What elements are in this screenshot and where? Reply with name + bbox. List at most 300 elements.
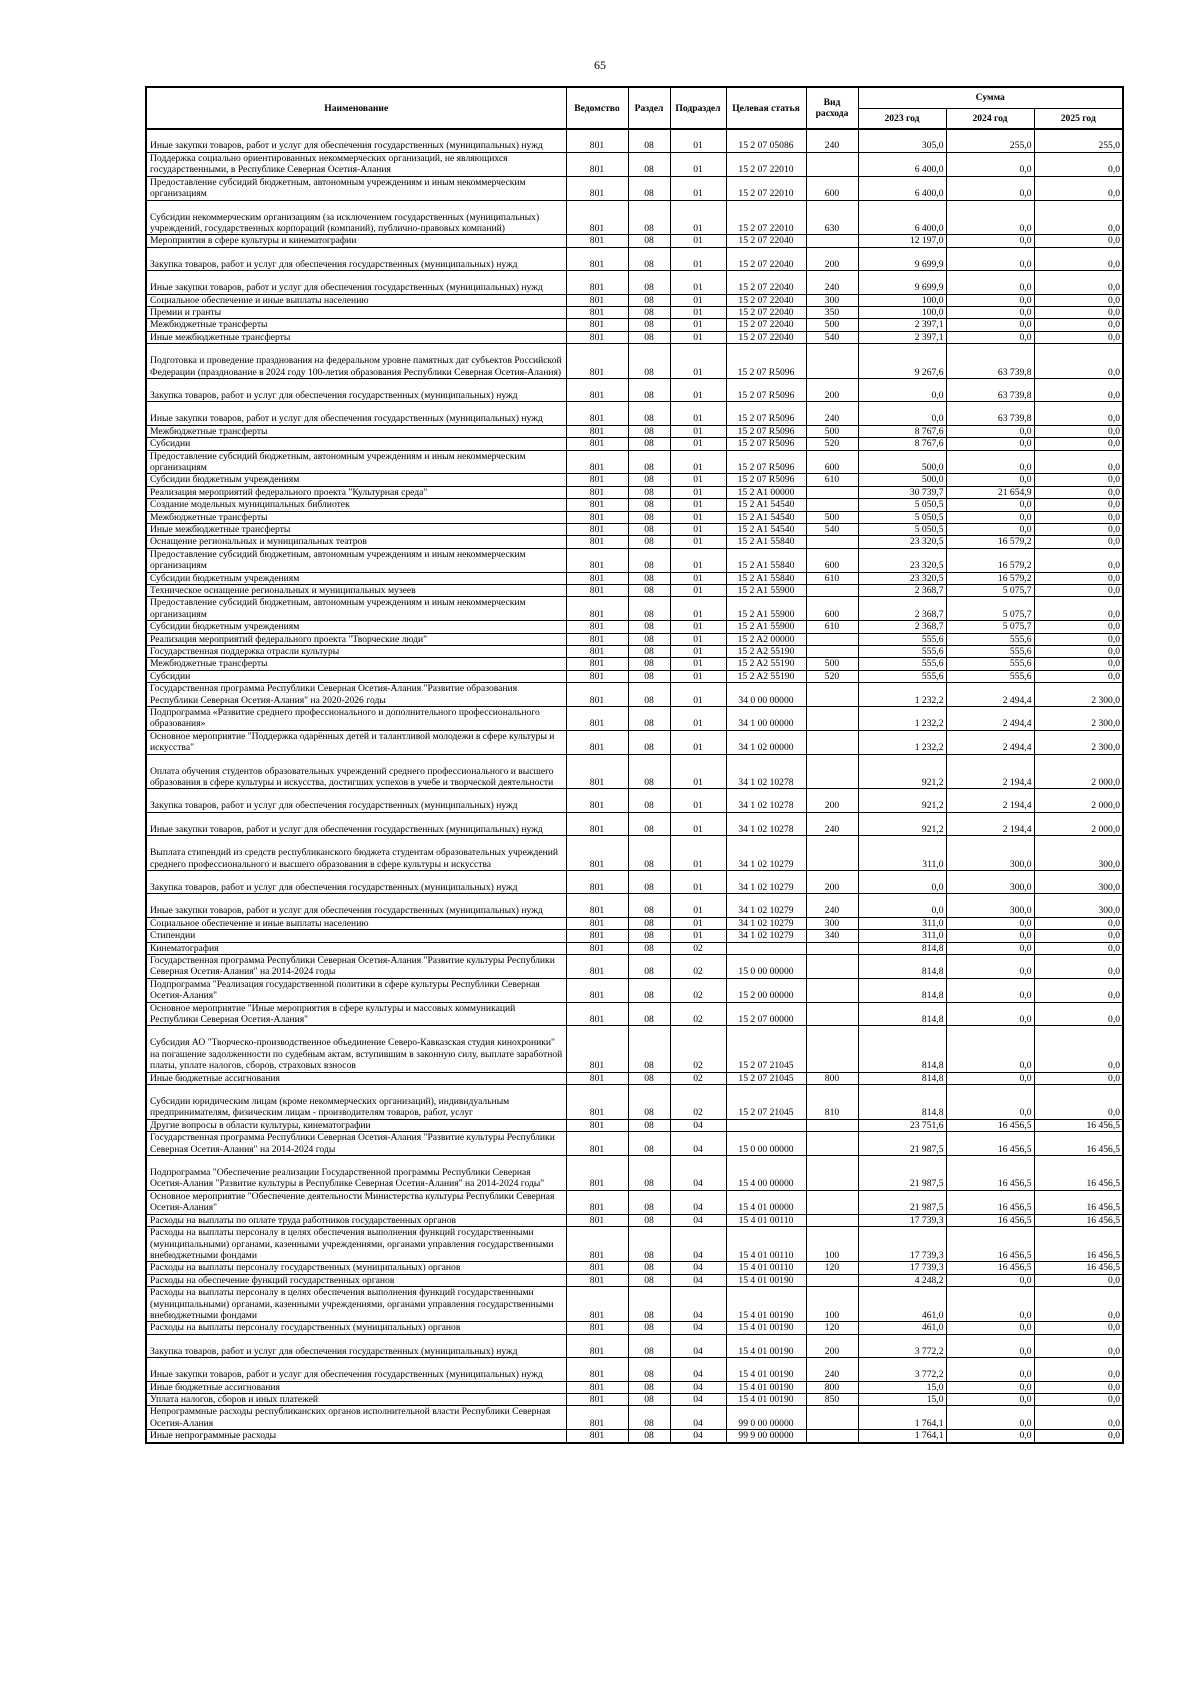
row-name: Иные закупки товаров, работ и услуг для обеспечения государственных (муниципальных) нужд xyxy=(146,1358,566,1381)
row-2023: 30 739,7 xyxy=(858,486,946,498)
table-row xyxy=(146,548,1123,572)
row-target xyxy=(726,942,806,954)
row-name: Субсидии бюджетным учреждениям xyxy=(146,474,566,486)
row-dept: 801 xyxy=(566,754,628,789)
row-name: Социальное обеспечение и иные выплаты населению xyxy=(146,917,566,929)
row-2024: 0,0 xyxy=(946,1287,1034,1322)
row-name: Реализация мероприятий федерального проекта "Культурная среда" xyxy=(146,486,566,498)
row-2024: 300,0 xyxy=(946,894,1034,917)
row-exptype: 240 xyxy=(806,812,858,835)
row-exptype: 500 xyxy=(806,319,858,331)
row-2024: 0,0 xyxy=(946,200,1034,235)
row-dept: 801 xyxy=(566,1156,628,1191)
row-2025: 2 000,0 xyxy=(1034,812,1123,835)
row-2025: 0,0 xyxy=(1034,978,1123,1002)
row-2024: 16 456,5 xyxy=(946,1156,1034,1191)
row-target: 15 2 A1 55900 xyxy=(726,584,806,596)
row-name: Предоставление субсидий бюджетным, автономным учреждениям и иным некоммерческим организациям xyxy=(146,450,566,474)
row-section: 08 xyxy=(628,917,670,929)
row-name: Предоставление субсидий бюджетным, автономным учреждениям и иным некоммерческим организациям xyxy=(146,548,566,572)
row-name: Государственная поддержка отрасли культуры xyxy=(146,646,566,658)
row-name: Непрограммные расходы республиканских органов исполнительной власти Республики Северная Осетия-Алания xyxy=(146,1406,566,1430)
row-dept: 801 xyxy=(566,1287,628,1322)
row-dept: 801 xyxy=(566,319,628,331)
row-section: 08 xyxy=(628,247,670,270)
row-2025: 16 456,5 xyxy=(1034,1262,1123,1274)
row-exptype xyxy=(806,1214,858,1226)
row-2025: 0,0 xyxy=(1034,499,1123,511)
table-row xyxy=(146,1026,1123,1072)
row-section: 08 xyxy=(628,1085,670,1120)
row-exptype xyxy=(806,235,858,247)
header-2024: 2024 год xyxy=(946,108,1034,129)
row-name: Реализация мероприятий федерального проекта "Творческие люди" xyxy=(146,633,566,645)
row-section: 08 xyxy=(628,1334,670,1357)
row-2024: 555,6 xyxy=(946,658,1034,670)
row-target: 15 4 01 00190 xyxy=(726,1322,806,1334)
budget-table xyxy=(145,86,1124,1444)
row-section: 08 xyxy=(628,499,670,511)
row-dept: 801 xyxy=(566,1334,628,1357)
table-row xyxy=(146,1227,1123,1262)
row-2024: 0,0 xyxy=(946,917,1034,929)
header-2025: 2025 год xyxy=(1034,108,1123,129)
row-dept: 801 xyxy=(566,548,628,572)
row-dept: 801 xyxy=(566,499,628,511)
row-subsection: 02 xyxy=(670,1072,726,1084)
row-2024: 255,0 xyxy=(946,129,1034,152)
row-target: 15 2 07 22040 xyxy=(726,235,806,247)
row-section: 08 xyxy=(628,633,670,645)
row-target: 15 2 07 R5096 xyxy=(726,438,806,450)
row-name: Уплата налогов, сборов и иных платежей xyxy=(146,1393,566,1405)
row-name: Основное мероприятие "Иные мероприятия в сфере культуры и массовых коммуникаций Республики Северная Осетия-Алания" xyxy=(146,1002,566,1026)
row-2025: 0,0 xyxy=(1034,1002,1123,1026)
row-subsection: 04 xyxy=(670,1274,726,1286)
row-2023: 23 320,5 xyxy=(858,536,946,548)
row-exptype: 600 xyxy=(806,597,858,621)
row-2024: 2 494,4 xyxy=(946,683,1034,707)
header-section: Раздел xyxy=(628,87,670,129)
row-exptype xyxy=(806,942,858,954)
table-row xyxy=(146,1156,1123,1191)
table-row xyxy=(146,200,1123,235)
row-2024: 0,0 xyxy=(946,511,1034,523)
row-section: 08 xyxy=(628,730,670,754)
row-target: 34 1 02 10279 xyxy=(726,917,806,929)
row-2023: 0,0 xyxy=(858,402,946,425)
row-name: Иные бюджетные ассигнования xyxy=(146,1381,566,1393)
row-2023: 9 699,9 xyxy=(858,247,946,270)
row-target: 15 2 07 R5096 xyxy=(726,378,806,401)
row-subsection: 01 xyxy=(670,707,726,731)
row-2024: 2 494,4 xyxy=(946,730,1034,754)
row-2024: 0,0 xyxy=(946,1002,1034,1026)
row-subsection: 01 xyxy=(670,754,726,789)
row-exptype: 500 xyxy=(806,425,858,437)
row-2025: 0,0 xyxy=(1034,597,1123,621)
row-target: 15 2 07 22040 xyxy=(726,306,806,318)
row-dept: 801 xyxy=(566,955,628,979)
header-dept: Ведомство xyxy=(566,87,628,129)
row-name: Иные закупки товаров, работ и услуг для обеспечения государственных (муниципальных) нужд xyxy=(146,402,566,425)
row-subsection: 04 xyxy=(670,1156,726,1191)
row-exptype: 200 xyxy=(806,789,858,812)
header-subsection: Подраздел xyxy=(670,87,726,129)
table-row xyxy=(146,670,1123,682)
row-dept: 801 xyxy=(566,1393,628,1405)
row-section: 08 xyxy=(628,271,670,294)
row-dept: 801 xyxy=(566,1406,628,1430)
row-target: 15 4 01 00110 xyxy=(726,1214,806,1226)
row-exptype: 600 xyxy=(806,176,858,200)
row-2023: 8 767,6 xyxy=(858,425,946,437)
row-dept: 801 xyxy=(566,1072,628,1084)
row-exptype: 800 xyxy=(806,1072,858,1084)
row-exptype xyxy=(806,152,858,176)
row-subsection: 01 xyxy=(670,536,726,548)
row-2024: 0,0 xyxy=(946,331,1034,343)
row-exptype xyxy=(806,1430,858,1443)
row-2025: 300,0 xyxy=(1034,836,1123,871)
row-target xyxy=(726,1119,806,1131)
row-dept: 801 xyxy=(566,1085,628,1120)
row-subsection: 04 xyxy=(670,1287,726,1322)
row-2024: 0,0 xyxy=(946,294,1034,306)
row-2023: 814,8 xyxy=(858,1085,946,1120)
table-row xyxy=(146,633,1123,645)
row-subsection: 01 xyxy=(670,344,726,379)
row-dept: 801 xyxy=(566,1002,628,1026)
row-2025: 0,0 xyxy=(1034,1334,1123,1357)
row-section: 08 xyxy=(628,789,670,812)
row-2024: 0,0 xyxy=(946,1274,1034,1286)
row-dept: 801 xyxy=(566,378,628,401)
row-section: 08 xyxy=(628,1156,670,1191)
row-target: 15 4 00 00000 xyxy=(726,1156,806,1191)
row-name: Расходы на выплаты персоналу государственных (муниципальных) органов xyxy=(146,1322,566,1334)
row-2024: 555,6 xyxy=(946,633,1034,645)
row-dept: 801 xyxy=(566,1190,628,1214)
row-2025: 0,0 xyxy=(1034,486,1123,498)
row-exptype: 520 xyxy=(806,670,858,682)
row-subsection: 01 xyxy=(670,572,726,584)
row-name: Субсидии xyxy=(146,670,566,682)
table-row xyxy=(146,523,1123,535)
row-exptype: 200 xyxy=(806,871,858,894)
row-target: 34 1 02 10279 xyxy=(726,836,806,871)
row-target: 15 2 A1 55900 xyxy=(726,597,806,621)
row-name: Стипендии xyxy=(146,930,566,942)
row-section: 08 xyxy=(628,486,670,498)
table-row xyxy=(146,474,1123,486)
row-2023: 4 248,2 xyxy=(858,1274,946,1286)
row-2025: 16 456,5 xyxy=(1034,1119,1123,1131)
row-exptype: 630 xyxy=(806,200,858,235)
row-section: 08 xyxy=(628,450,670,474)
table-row xyxy=(146,836,1123,871)
table-row xyxy=(146,1119,1123,1131)
row-name: Закупка товаров, работ и услуг для обеспечения государственных (муниципальных) нужд xyxy=(146,247,566,270)
row-2023: 0,0 xyxy=(858,894,946,917)
header-exptype: Вид расхода xyxy=(806,87,858,129)
table-row xyxy=(146,621,1123,633)
row-subsection: 01 xyxy=(670,548,726,572)
row-exptype xyxy=(806,1026,858,1072)
row-exptype xyxy=(806,646,858,658)
row-subsection: 01 xyxy=(670,658,726,670)
row-section: 08 xyxy=(628,1072,670,1084)
row-2024: 0,0 xyxy=(946,942,1034,954)
row-name: Оснащение региональных и муниципальных театров xyxy=(146,536,566,548)
row-subsection: 01 xyxy=(670,176,726,200)
table-row xyxy=(146,754,1123,789)
row-2025: 0,0 xyxy=(1034,670,1123,682)
row-name: Субсидия АО "Творческо-производственное объединение Северо-Кавказская студия кинохроники" на погашение задолженности по судебным актам, вступившим в законную силу, выплате заработной платы, уплате налогов, сборов, страховых взносов xyxy=(146,1026,566,1072)
row-name: Закупка товаров, работ и услуг для обеспечения государственных (муниципальных) нужд xyxy=(146,1334,566,1357)
row-section: 08 xyxy=(628,894,670,917)
row-target: 15 2 A1 54540 xyxy=(726,523,806,535)
table-row xyxy=(146,247,1123,270)
table-row xyxy=(146,499,1123,511)
row-section: 08 xyxy=(628,425,670,437)
row-2025: 0,0 xyxy=(1034,1026,1123,1072)
row-section: 08 xyxy=(628,438,670,450)
row-exptype xyxy=(806,633,858,645)
row-target: 15 2 07 22010 xyxy=(726,152,806,176)
row-name: Подпрограмма «Развитие среднего профессионального и дополнительного профессионального образования» xyxy=(146,707,566,731)
row-2024: 2 494,4 xyxy=(946,707,1034,731)
row-2025: 300,0 xyxy=(1034,894,1123,917)
row-name: Предоставление субсидий бюджетным, автономным учреждениям и иным некоммерческим организациям xyxy=(146,176,566,200)
row-subsection: 01 xyxy=(670,331,726,343)
row-2024: 2 194,4 xyxy=(946,789,1034,812)
row-exptype: 240 xyxy=(806,1358,858,1381)
row-target: 15 2 A2 55190 xyxy=(726,658,806,670)
table-row xyxy=(146,1002,1123,1026)
table-row xyxy=(146,235,1123,247)
budget-body xyxy=(146,129,1123,1443)
table-row xyxy=(146,1072,1123,1084)
row-exptype: 540 xyxy=(806,523,858,535)
row-2025: 0,0 xyxy=(1034,955,1123,979)
row-dept: 801 xyxy=(566,978,628,1002)
row-exptype: 600 xyxy=(806,450,858,474)
row-section: 08 xyxy=(628,1358,670,1381)
row-2024: 0,0 xyxy=(946,271,1034,294)
row-subsection: 01 xyxy=(670,646,726,658)
row-2023: 555,6 xyxy=(858,658,946,670)
row-name: Мероприятия в сфере культуры и кинематографии xyxy=(146,235,566,247)
row-2023: 21 987,5 xyxy=(858,1190,946,1214)
row-section: 08 xyxy=(628,597,670,621)
row-2025: 0,0 xyxy=(1034,378,1123,401)
row-2023: 305,0 xyxy=(858,129,946,152)
row-2024: 16 579,2 xyxy=(946,536,1034,548)
row-2023: 461,0 xyxy=(858,1322,946,1334)
row-dept: 801 xyxy=(566,474,628,486)
row-name: Закупка товаров, работ и услуг для обеспечения государственных (муниципальных) нужд xyxy=(146,789,566,812)
row-2025: 0,0 xyxy=(1034,200,1123,235)
row-2025: 0,0 xyxy=(1034,658,1123,670)
row-exptype xyxy=(806,486,858,498)
row-target: 15 4 01 00190 xyxy=(726,1381,806,1393)
row-dept: 801 xyxy=(566,1322,628,1334)
row-section: 08 xyxy=(628,1227,670,1262)
row-exptype: 800 xyxy=(806,1381,858,1393)
row-target: 15 2 A1 55840 xyxy=(726,572,806,584)
table-row xyxy=(146,1334,1123,1357)
row-subsection: 01 xyxy=(670,812,726,835)
row-dept: 801 xyxy=(566,438,628,450)
row-2025: 0,0 xyxy=(1034,271,1123,294)
row-target: 15 4 01 00190 xyxy=(726,1334,806,1357)
table-row xyxy=(146,1430,1123,1443)
row-section: 08 xyxy=(628,707,670,731)
row-2024: 0,0 xyxy=(946,523,1034,535)
row-exptype: 240 xyxy=(806,402,858,425)
row-subsection: 01 xyxy=(670,129,726,152)
row-subsection: 01 xyxy=(670,930,726,942)
row-dept: 801 xyxy=(566,1358,628,1381)
row-section: 08 xyxy=(628,621,670,633)
row-2025: 0,0 xyxy=(1034,511,1123,523)
table-row xyxy=(146,789,1123,812)
table-row xyxy=(146,176,1123,200)
row-subsection: 01 xyxy=(670,378,726,401)
row-section: 08 xyxy=(628,548,670,572)
row-2024: 0,0 xyxy=(946,1430,1034,1443)
row-2023: 23 751,6 xyxy=(858,1119,946,1131)
row-name: Подготовка и проведение празднования на федеральном уровне памятных дат субъектов Российской Федерации (празднование в 2024 году 100-летия образования Республики Северная Осетия-Алания) xyxy=(146,344,566,379)
table-row xyxy=(146,930,1123,942)
row-section: 08 xyxy=(628,536,670,548)
row-2023: 2 397,1 xyxy=(858,331,946,343)
row-2023: 15,0 xyxy=(858,1393,946,1405)
row-exptype: 200 xyxy=(806,247,858,270)
row-dept: 801 xyxy=(566,730,628,754)
row-section: 08 xyxy=(628,306,670,318)
row-dept: 801 xyxy=(566,789,628,812)
row-dept: 801 xyxy=(566,402,628,425)
row-exptype: 500 xyxy=(806,511,858,523)
row-target: 15 2 07 22010 xyxy=(726,200,806,235)
row-2025: 2 000,0 xyxy=(1034,754,1123,789)
row-name: Субсидии бюджетным учреждениям xyxy=(146,621,566,633)
table-row xyxy=(146,271,1123,294)
row-2023: 5 050,5 xyxy=(858,511,946,523)
row-2023: 8 767,6 xyxy=(858,438,946,450)
row-2023: 921,2 xyxy=(858,812,946,835)
row-2024: 5 075,7 xyxy=(946,597,1034,621)
row-target: 15 4 01 00190 xyxy=(726,1358,806,1381)
row-dept: 801 xyxy=(566,425,628,437)
row-name: Премии и гранты xyxy=(146,306,566,318)
row-name: Субсидии юридическим лицам (кроме некоммерческих организаций), индивидуальным предпринимателям, физическим лицам - производителям товаров, работ, услуг xyxy=(146,1085,566,1120)
row-name: Иные межбюджетные трансферты xyxy=(146,523,566,535)
row-target: 15 0 00 00000 xyxy=(726,955,806,979)
row-2025: 0,0 xyxy=(1034,1274,1123,1286)
row-subsection: 01 xyxy=(670,584,726,596)
row-subsection: 04 xyxy=(670,1334,726,1357)
row-subsection: 01 xyxy=(670,871,726,894)
row-2023: 814,8 xyxy=(858,1026,946,1072)
row-2025: 0,0 xyxy=(1034,152,1123,176)
row-name: Расходы на выплаты персоналу в целях обеспечения выполнения функций государственными (муниципальными) органами, казенными учреждениями, органами управления государственными внебюджетными фондами xyxy=(146,1227,566,1262)
row-target: 15 4 01 00190 xyxy=(726,1393,806,1405)
table-row xyxy=(146,1322,1123,1334)
row-2025: 0,0 xyxy=(1034,930,1123,942)
row-dept: 801 xyxy=(566,247,628,270)
table-row xyxy=(146,425,1123,437)
row-2025: 0,0 xyxy=(1034,1085,1123,1120)
row-section: 08 xyxy=(628,812,670,835)
row-section: 08 xyxy=(628,1322,670,1334)
row-exptype: 300 xyxy=(806,917,858,929)
row-target: 15 0 00 00000 xyxy=(726,1132,806,1156)
row-name: Расходы на выплаты персоналу государственных (муниципальных) органов xyxy=(146,1262,566,1274)
row-exptype xyxy=(806,978,858,1002)
row-2025: 0,0 xyxy=(1034,584,1123,596)
row-2023: 1 232,2 xyxy=(858,707,946,731)
row-dept: 801 xyxy=(566,1026,628,1072)
row-exptype: 120 xyxy=(806,1322,858,1334)
row-exptype xyxy=(806,1156,858,1191)
row-name: Государственная программа Республики Северная Осетия-Алания "Развитие культуры Республики Северная Осетия-Алания" на 2014-2024 годы xyxy=(146,1132,566,1156)
row-name: Предоставление субсидий бюджетным, автономным учреждениям и иным некоммерческим организациям xyxy=(146,597,566,621)
table-row xyxy=(146,402,1123,425)
row-2024: 2 194,4 xyxy=(946,754,1034,789)
row-dept: 801 xyxy=(566,1119,628,1131)
row-exptype: 300 xyxy=(806,294,858,306)
table-row xyxy=(146,978,1123,1002)
row-subsection: 01 xyxy=(670,486,726,498)
row-exptype xyxy=(806,707,858,731)
row-exptype: 120 xyxy=(806,1262,858,1274)
row-name: Межбюджетные трансферты xyxy=(146,658,566,670)
row-target: 15 2 A2 55190 xyxy=(726,670,806,682)
row-2023: 3 772,2 xyxy=(858,1358,946,1381)
row-2025: 2 300,0 xyxy=(1034,730,1123,754)
row-2023: 21 987,5 xyxy=(858,1132,946,1156)
row-subsection: 04 xyxy=(670,1358,726,1381)
row-subsection: 02 xyxy=(670,1026,726,1072)
row-2025: 16 456,5 xyxy=(1034,1190,1123,1214)
row-target: 34 1 02 10278 xyxy=(726,789,806,812)
row-subsection: 01 xyxy=(670,271,726,294)
row-2025: 0,0 xyxy=(1034,548,1123,572)
row-section: 08 xyxy=(628,1393,670,1405)
row-subsection: 01 xyxy=(670,247,726,270)
row-2024: 16 579,2 xyxy=(946,548,1034,572)
row-subsection: 01 xyxy=(670,499,726,511)
row-subsection: 01 xyxy=(670,294,726,306)
row-exptype xyxy=(806,536,858,548)
row-2025: 0,0 xyxy=(1034,438,1123,450)
row-2024: 0,0 xyxy=(946,425,1034,437)
row-2023: 814,8 xyxy=(858,978,946,1002)
row-section: 08 xyxy=(628,319,670,331)
row-2025: 0,0 xyxy=(1034,1406,1123,1430)
row-target: 15 4 01 00110 xyxy=(726,1262,806,1274)
row-name: Основное мероприятие "Обеспечение деятельности Министерства культуры Республики Северная Осетия-Алания" xyxy=(146,1190,566,1214)
row-2023: 2 368,7 xyxy=(858,584,946,596)
row-target: 15 2 A1 55840 xyxy=(726,548,806,572)
row-2024: 0,0 xyxy=(946,319,1034,331)
row-2025: 0,0 xyxy=(1034,474,1123,486)
row-subsection: 04 xyxy=(670,1190,726,1214)
row-section: 08 xyxy=(628,683,670,707)
